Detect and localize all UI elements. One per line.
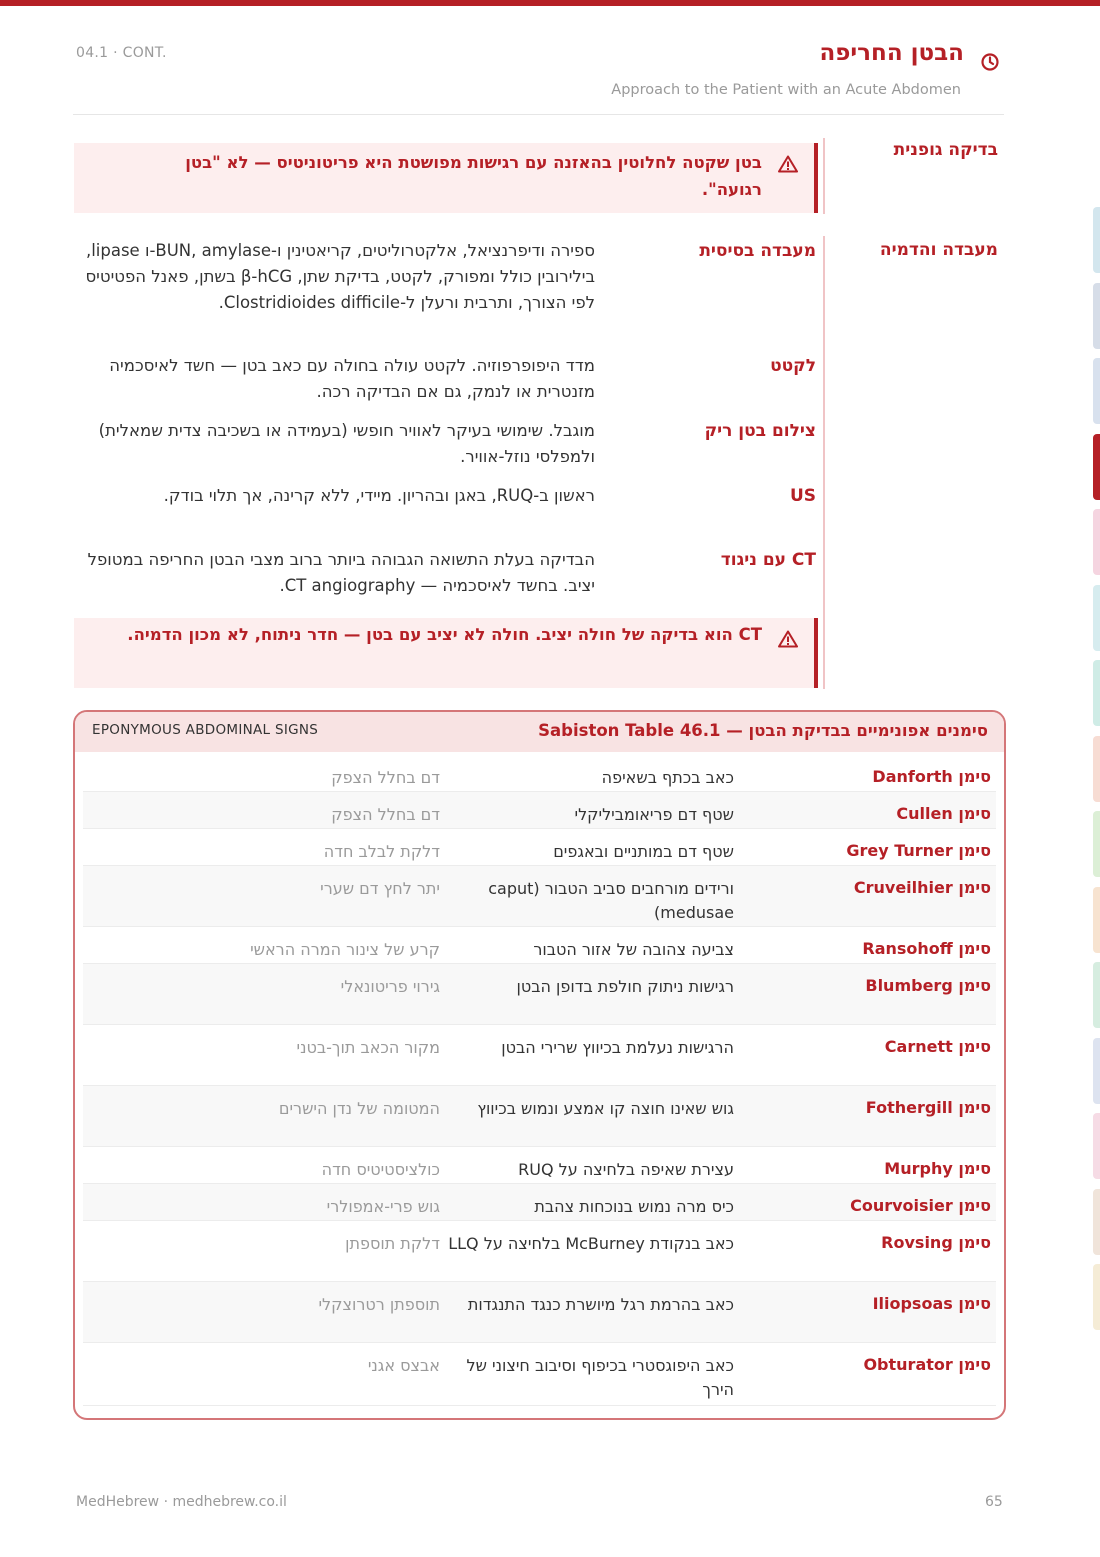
section-divider [823, 138, 825, 214]
sign-description: כיס מרה נמוש בנוכחות צהבת [534, 1197, 734, 1216]
eponymous-signs-table [73, 710, 1006, 1420]
sign-name: סימן Courvoisier [850, 1196, 991, 1215]
sign-description: כאב בכתף בשאיפה [601, 768, 734, 787]
test-label: מעבדה בסיסית [699, 241, 816, 261]
table-header [75, 712, 1004, 752]
sign-diagnosis: דלקת לבלב חדה [323, 842, 440, 861]
sign-diagnosis: דם בחלל הצפק [331, 805, 440, 824]
table-row [83, 829, 996, 866]
sign-description: שטף דם פריאומביליקלי [574, 805, 734, 824]
sign-diagnosis: אבצס אגני [367, 1356, 440, 1375]
sign-description: כאב בהרמת רגל מיושרת כנגד התנגדות [467, 1295, 734, 1314]
sign-diagnosis: המטומה של נדן הישרים [278, 1099, 440, 1118]
sign-description: רגישות ניתוק חולפת בדופן הבטן [516, 977, 734, 996]
table-row [83, 964, 996, 1025]
top-accent-bar [0, 0, 1100, 6]
chapter-tab[interactable] [1093, 1113, 1100, 1179]
table-row [83, 866, 996, 927]
warning-icon [778, 630, 798, 648]
page-title: הבטן החריפה [819, 40, 964, 66]
sign-name: סימן Blumberg [865, 976, 991, 995]
sign-name: סימן Ransohoff [862, 939, 991, 958]
chapter-tab[interactable] [1093, 962, 1100, 1028]
chapter-tab[interactable] [1093, 1264, 1100, 1330]
chapter-tab[interactable] [1093, 207, 1100, 273]
callout-ct [74, 618, 818, 688]
sign-name: סימן Fothergill [865, 1098, 991, 1117]
sign-description: כאב היפוגסטרי בכיפוף וסיבוב חיצוני של הירך [466, 1356, 734, 1399]
section-divider [823, 236, 825, 689]
sign-diagnosis: קרע של צינור המרה הראשי [250, 940, 440, 959]
sign-description: הרגישות נעלמת בכיווץ שרירי הבטן [501, 1038, 734, 1057]
table-row [83, 792, 996, 829]
clock-icon [980, 52, 1000, 72]
sign-name: סימן Murphy [884, 1159, 991, 1178]
table-row [83, 927, 996, 964]
sign-description: כאב בנקודת McBurney בלחיצה על LLQ [448, 1234, 734, 1253]
footer-site: MedHebrew · medhebrew.co.il [76, 1494, 287, 1510]
sign-diagnosis: גירוי פריטונאלי [340, 977, 440, 996]
sign-name: סימן Grey Turner [846, 841, 991, 860]
sign-name: סימן Cruveilhier [853, 878, 991, 897]
sign-name: סימן Iliopsoas [872, 1294, 991, 1313]
sign-name: סימן Cullen [896, 804, 991, 823]
table-row [83, 1086, 996, 1147]
chapter-tab[interactable] [1093, 1038, 1100, 1104]
table-row [83, 1025, 996, 1086]
sign-description: צביעה צהובה של אזור הטבור [533, 940, 734, 959]
table-row [83, 755, 996, 792]
callout-physical-exam [74, 143, 818, 213]
sign-description: ורידים מורחבים סביב הטבור (caput medusae) [488, 879, 734, 922]
chapter-tab[interactable] [1093, 509, 1100, 575]
test-label: לקטט [770, 356, 816, 376]
table-row [83, 1221, 996, 1282]
test-desc: ראשון ב-RUQ, באגן ובהריון. מיידי, ללא קרינה, אך תלוי בודק. [163, 486, 595, 505]
section-label-physical-exam: בדיקה גופנית [893, 140, 998, 160]
sign-diagnosis: דם בחלל הצפק [331, 768, 440, 787]
header-divider [73, 114, 1004, 115]
chapter-tab-active[interactable] [1093, 434, 1100, 500]
sign-description: עצירת שאיפה בלחיצה על RUQ [518, 1160, 734, 1179]
sign-diagnosis: גוש פרי-אמפולרי [326, 1197, 440, 1216]
section-label-labs-imaging: מעבדה והדמיה [879, 240, 998, 260]
callout-text: CT הוא בדיקה של חולה יציב. חולה לא יציב עם בטן — חדר ניתוח, לא מכון הדמיה. [127, 625, 762, 644]
sign-diagnosis: מקור הכאב תוך-בטני [296, 1038, 440, 1057]
table-row [83, 1184, 996, 1221]
sign-name: סימן Danforth [872, 767, 991, 786]
table-row [83, 1147, 996, 1184]
chapter-tab[interactable] [1093, 660, 1100, 726]
test-label: US [789, 486, 816, 506]
test-label: CT עם ניגוד [720, 550, 816, 570]
chapter-tab[interactable] [1093, 736, 1100, 802]
test-desc: מוגבל. שימושי בעיקר לאוויר חופשי (בעמידה או בשכיבה צדית שמאלית) ולמפלסי נוזל-אוויר. [98, 421, 595, 466]
sign-description: גוש שאינו חוצה קו אמצע ונמוש בכיווץ [477, 1099, 734, 1118]
sign-name: סימן Obturator [863, 1355, 991, 1374]
sign-name: סימן Rovsing [881, 1233, 991, 1252]
test-desc: הבדיקה בעלת התשואה הגבוהה ביותר ברוב מצבי הבטן החריפה במטופל יציב. בחשד לאיסכמיה — CT angiography. [87, 550, 595, 595]
page-subtitle: Approach to the Patient with an Acute Abdomen [611, 82, 961, 98]
sign-diagnosis: תוספתן רטרוצקלי [318, 1295, 440, 1314]
chapter-tab[interactable] [1093, 811, 1100, 877]
table-title: סימנים אפונימיים בבדיקת הבטן — Sabiston Table 46.1 [538, 721, 988, 740]
test-desc: ספירה ודיפרנציאל, אלקטרוליטים, קריאטינין ו-BUN, amylase-ו lipase, בילירובין כולל ומפורק, לקטט, בדיקת שתן, β-hCG בשתן, פאנל הפטיטיס לפי הצורך, ותרבית ורעלן ל-Clostridioides difficile. [85, 241, 595, 312]
warning-icon [778, 155, 798, 173]
table-row [83, 1282, 996, 1343]
sign-name: סימן Carnett [884, 1037, 991, 1056]
test-label: צילום בטן ריק [704, 421, 816, 441]
chapter-tab[interactable] [1093, 358, 1100, 424]
chapter-tab[interactable] [1093, 283, 1100, 349]
chapter-ref: 04.1 · CONT. [76, 45, 167, 61]
table-row [83, 1343, 996, 1406]
test-desc: מדד היפופרפוזיה. לקטט עולה בחולה עם כאב בטן — חשד לאיסכמיה מזנטרית או לנמק, גם אם הבדיקה רכה. [109, 356, 595, 401]
sign-description: שטף דם במותניים ובאגפים [553, 842, 734, 861]
chapter-tab[interactable] [1093, 585, 1100, 651]
sign-diagnosis: כולציסטיטיס חדה [321, 1160, 440, 1179]
sign-diagnosis: דלקת תוספתן [345, 1234, 440, 1253]
table-subtitle: EPONYMOUS ABDOMINAL SIGNS [92, 722, 319, 738]
sign-diagnosis: יתר לחץ דם שערי [320, 879, 440, 898]
chapter-tab[interactable] [1093, 887, 1100, 953]
callout-text: בטן שקטה לחלוטין בהאזנה עם רגישות מפושטת היא פריטוניטיס — לא "בטן רגועה". [185, 153, 762, 199]
chapter-tab[interactable] [1093, 1189, 1100, 1255]
page-number: 65 [985, 1494, 1003, 1510]
